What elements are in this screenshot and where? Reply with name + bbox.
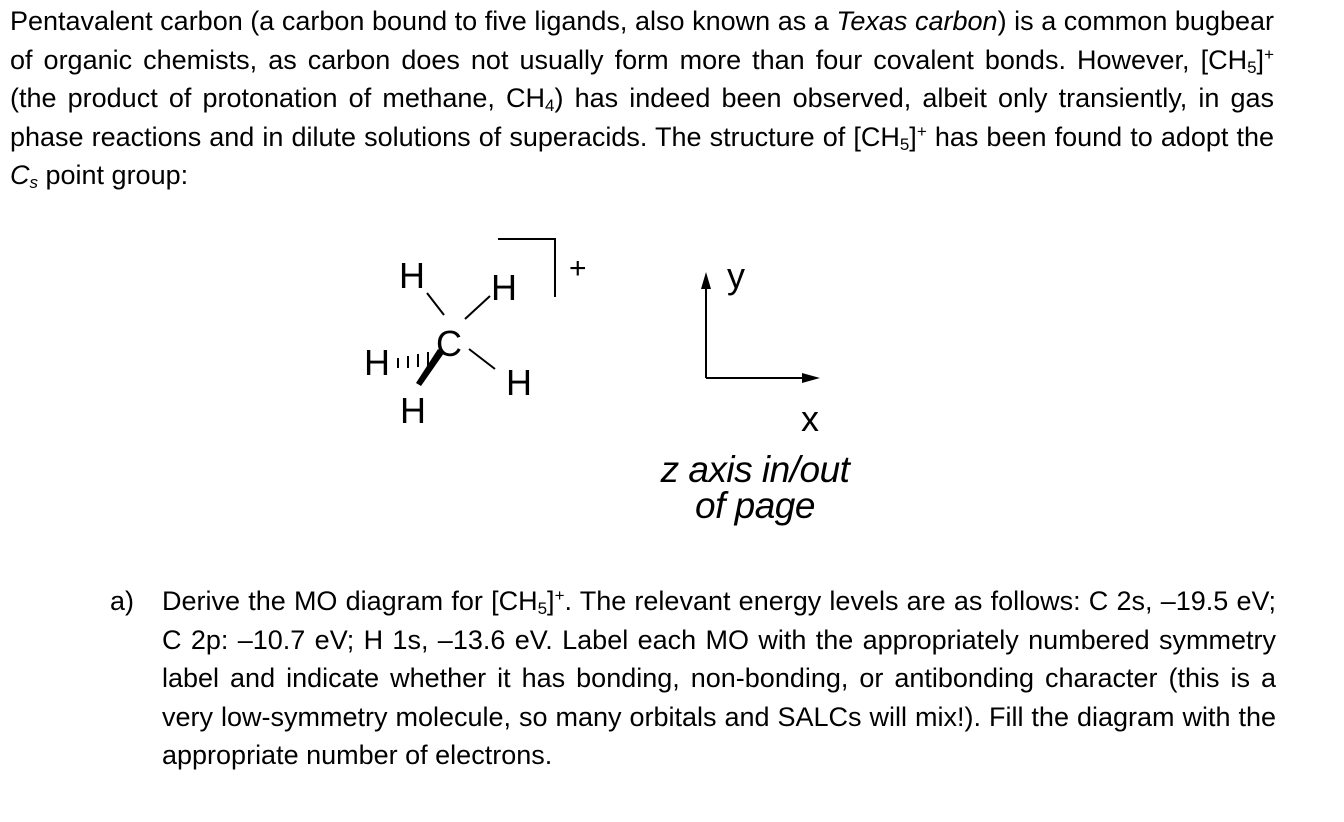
- intro-texas-carbon: Texas carbon: [836, 6, 998, 36]
- intro-sub-4: 4: [545, 96, 555, 115]
- question-text-3: . The relevant energy levels are as follows: C 2s, –19.5 eV; C 2p: –10.7 eV; H 1s, –13.6 eV. Label each MO with the appropriately numbered symmetry label and indicate whether it has bonding, non-bonding, or antibonding character (this is a very low-symmetry molecule, so many orbitals and SALCs will mix!). Fill the diagram with the appropriate number of electrons.: [162, 586, 1276, 770]
- intro-sup-plus-b: +: [916, 121, 927, 141]
- axis-caption-line-1: z axis in/out: [660, 449, 850, 490]
- charge-plus: +: [569, 252, 587, 285]
- intro-point-group-s: s: [29, 173, 38, 192]
- question-a: [110, 582, 1276, 775]
- intro-paragraph: [10, 2, 1274, 195]
- intro-text-1: Pentavalent carbon (a carbon bound to five ligands, also known as a: [10, 6, 837, 36]
- intro-text-4: ]: [1256, 44, 1265, 75]
- atom-h-right: H: [506, 362, 532, 403]
- intro-text-5: (the product of protonation of methane, CH: [10, 83, 546, 113]
- bond-top-left: [427, 293, 444, 315]
- axis-label-y: y: [727, 255, 745, 296]
- axis-caption-line-2: of page: [695, 485, 815, 526]
- question-text-1: Derive the MO diagram for [CH: [162, 586, 538, 616]
- intro-sub-5b: 5: [899, 134, 910, 154]
- y-axis-arrowhead: [701, 272, 711, 289]
- intro-text-6: ) has indeed been observed, albeit only transiently, in gas phase reactions and in dilute solutions of superacids. The structure of [CH: [10, 83, 1274, 152]
- axis-label-x: x: [801, 398, 819, 439]
- intro-text-7: ]: [909, 121, 917, 152]
- atom-h-left: H: [364, 342, 390, 383]
- question-a-label: a): [110, 586, 135, 616]
- atom-c-center: C: [436, 323, 462, 364]
- intro-text-10: point group:: [38, 160, 189, 190]
- hashed-wedge-bond: [398, 352, 428, 368]
- intro-sub-5a: 5: [1247, 57, 1257, 77]
- bond-lower-right: [469, 349, 495, 369]
- atom-h-top-left: H: [399, 255, 425, 296]
- axis-caption: [620, 449, 890, 526]
- intro-point-group-c: C: [10, 160, 30, 190]
- atom-h-bottom: H: [400, 390, 426, 431]
- intro-text-3: ) is a common bugbear of organic chemists, as carbon does not usually form more than four covalent bonds. However, [CH: [10, 6, 1274, 75]
- intro-text-8: has been found to adopt the: [926, 121, 1274, 152]
- question-sup-plus: +: [554, 586, 565, 605]
- question-a-body: [162, 582, 1276, 775]
- x-axis-arrowhead: [802, 373, 820, 383]
- question-sub-5: 5: [537, 599, 548, 618]
- bond-top-right: [465, 296, 490, 319]
- question-text-2: ]: [547, 586, 555, 616]
- atom-h-top-right: H: [491, 267, 517, 308]
- intro-sup-plus-a: +: [1264, 44, 1274, 64]
